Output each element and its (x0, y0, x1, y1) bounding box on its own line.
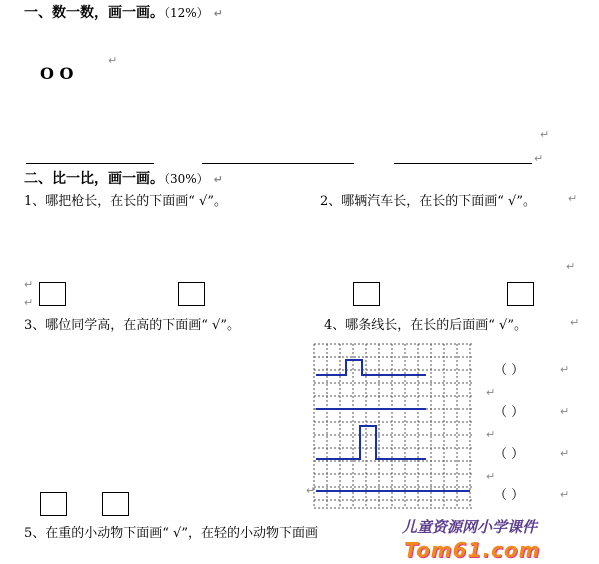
paragraph-mark-icon: ↵ (486, 428, 496, 441)
line-3 (316, 426, 426, 459)
watermark-site: Tom61.com (404, 538, 541, 562)
section2-title: 二、比一比，画一画。 (24, 171, 164, 187)
section1-heading (24, 2, 223, 22)
answer-line-3 (394, 163, 532, 164)
paragraph-mark-icon: ↵ (213, 173, 223, 186)
line-grid (312, 342, 474, 510)
section1-percent: （12%） (164, 6, 209, 20)
circles-text: O O (40, 64, 74, 83)
grid-lines (314, 344, 472, 508)
question-1: 1、哪把枪长，在长的下面画“ √”。 (24, 194, 227, 209)
paragraph-mark-icon: ↵ (486, 470, 496, 483)
paragraph-mark-icon: ↵ (560, 488, 570, 501)
paragraph-mark-icon: ↵ (486, 386, 496, 399)
section2-heading (24, 168, 223, 188)
answer-paren-2[interactable]: （ ） (494, 405, 525, 420)
question-3: 3、哪位同学高，在高的下面画“ √”。 (24, 318, 240, 333)
checkbox-student-1[interactable] (40, 492, 67, 516)
paragraph-mark-icon: ↵ (108, 54, 118, 67)
answer-line-2 (202, 163, 354, 164)
answer-line-1 (26, 163, 154, 164)
paragraph-mark-icon: ↵ (306, 484, 316, 497)
paragraph-mark-icon: ↵ (560, 363, 570, 376)
answer-paren-1[interactable]: （ ） (494, 363, 525, 378)
answer-paren-3[interactable]: （ ） (494, 447, 525, 462)
paragraph-mark-icon: ↵ (213, 7, 223, 20)
paragraph-mark-icon: ↵ (24, 296, 34, 309)
paragraph-mark-icon: ↵ (568, 192, 578, 205)
watermark-logo (400, 516, 596, 562)
paragraph-mark-icon: ↵ (570, 316, 580, 329)
paragraph-mark-icon: ↵ (24, 278, 34, 291)
question-5: 5、在重的小动物下面画“ √”，在轻的小动物下面画 (24, 526, 318, 541)
checkbox-student-2[interactable] (102, 492, 129, 516)
checkbox-car-1[interactable] (353, 282, 380, 306)
paragraph-mark-icon: ↵ (560, 405, 570, 418)
line-1 (316, 360, 426, 375)
checkbox-car-2[interactable] (507, 282, 534, 306)
question-4: 4、哪条线长，在长的后面画“ √”。 (324, 318, 527, 333)
checkbox-gun-2[interactable] (178, 282, 205, 306)
question-2: 2、哪辆汽车长，在长的下面画“ √”。 (320, 194, 536, 209)
checkbox-gun-1[interactable] (39, 282, 66, 306)
paragraph-mark-icon: ↵ (560, 447, 570, 460)
paragraph-mark-icon: ↵ (534, 152, 544, 165)
answer-paren-4[interactable]: （ ） (494, 488, 525, 503)
section1-title: 一、数一数，画一画。 (24, 5, 164, 21)
paragraph-mark-icon: ↵ (540, 128, 550, 141)
paragraph-mark-icon: ↵ (566, 260, 576, 273)
watermark-title: 儿童资源网小学课件 (402, 518, 538, 536)
section2-percent: （30%） (164, 172, 209, 186)
circles-row (40, 64, 73, 83)
